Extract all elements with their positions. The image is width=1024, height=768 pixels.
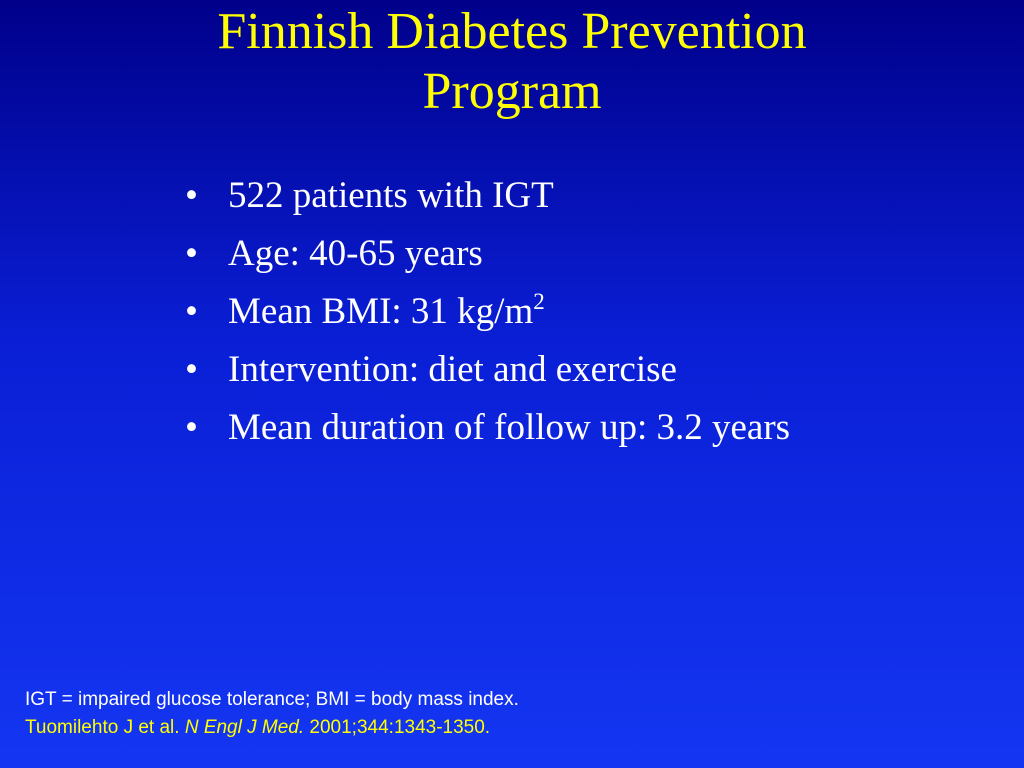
footnote-citation	[25, 714, 519, 742]
bullet-item	[185, 408, 845, 447]
bullet-text: 522 patients with IGT	[228, 175, 554, 216]
slide-title-line1: Finnish Diabetes Prevention	[217, 3, 807, 60]
bullet-item	[185, 176, 845, 215]
citation-authors: Tuomilehto J et al.	[25, 717, 185, 738]
bullet-superscript: 2	[533, 289, 545, 314]
citation-journal: N Engl J Med.	[184, 717, 305, 738]
bullet-text: Age: 40-65 years	[228, 233, 483, 274]
bullet-icon: •	[185, 175, 198, 216]
bullet-item	[185, 289, 845, 332]
slide-title-line2: Program	[422, 63, 602, 120]
bullet-icon: •	[185, 291, 198, 332]
slide-title	[0, 2, 1024, 122]
bullet-text: Intervention: diet and exercise	[228, 349, 677, 390]
bullet-icon: •	[185, 233, 198, 274]
bullet-item	[185, 234, 845, 273]
bullet-item	[185, 350, 845, 389]
citation-details: 2001;344:1343-1350.	[304, 717, 491, 738]
footnote	[25, 686, 519, 742]
bullet-icon: •	[185, 407, 198, 448]
bullet-list	[185, 176, 845, 466]
bullet-icon: •	[185, 349, 198, 390]
footnote-definitions: IGT = impaired glucose tolerance; BMI = body mass index.	[25, 689, 519, 710]
bullet-text: Mean BMI: 31 kg/m	[228, 291, 534, 332]
bullet-text: Mean duration of follow up: 3.2 years	[228, 407, 791, 448]
